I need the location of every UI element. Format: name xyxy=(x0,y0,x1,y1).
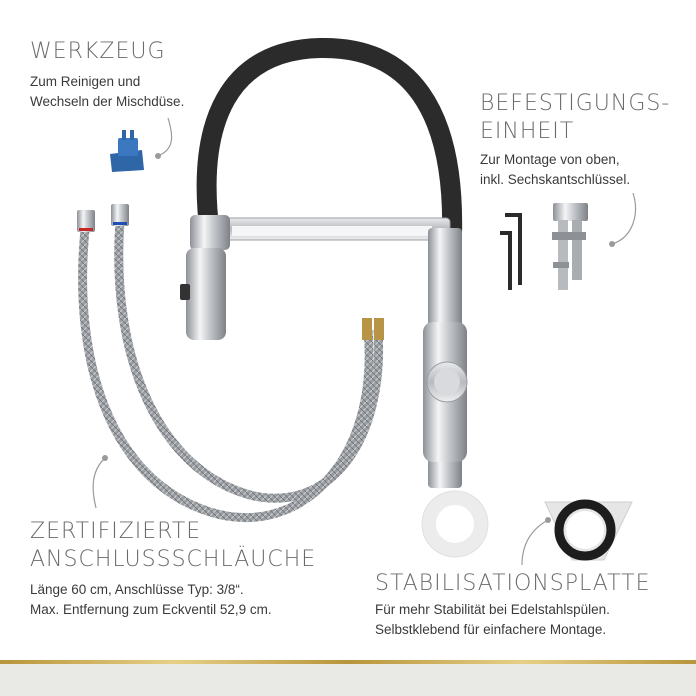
werkzeug-desc xyxy=(30,72,184,112)
pointer-hoses xyxy=(93,458,105,508)
pointer-plate xyxy=(522,520,548,565)
befestigung-title xyxy=(480,90,670,146)
werkzeug-desc-line2: Wechseln der Mischdüse. xyxy=(30,94,185,109)
spray-head xyxy=(190,215,230,250)
befestigung-title-line2: EINHEIT xyxy=(480,119,575,144)
schlaeuche-title xyxy=(30,518,316,574)
werkzeug-desc-line1: Zum Reinigen und xyxy=(30,74,141,89)
platte-desc xyxy=(375,600,610,640)
befestigung-desc-line1: Zur Montage von oben, xyxy=(480,152,620,167)
befestigung-desc xyxy=(480,150,630,190)
spring-hose xyxy=(207,48,452,235)
schlaeuche-title-line1: ZERTIFIZIERTE xyxy=(30,519,202,544)
pointer-tool xyxy=(158,118,172,156)
tool-icon xyxy=(110,130,144,172)
platte-desc-line2: Selbstklebend für einfachere Montage. xyxy=(375,622,607,637)
platte-title: STABILISATIONSPLATTE xyxy=(375,571,651,596)
befestigung-desc-line2: inkl. Sechskantschlüssel. xyxy=(480,172,631,187)
seal-ring xyxy=(429,498,481,550)
werkzeug-title: WERKZEUG xyxy=(30,39,166,64)
schlaeuche-title-line2: ANSCHLUSSSCHLÄUCHE xyxy=(30,547,317,572)
befestigung-title-line1: BEFESTIGUNGS- xyxy=(480,91,671,116)
schlaeuche-desc-line2: Max. Entfernung zum Eckventil 52,9 cm. xyxy=(30,602,272,617)
schlaeuche-desc xyxy=(30,580,272,620)
mounting-unit-icon xyxy=(552,203,588,290)
hex-key-icon xyxy=(505,215,520,285)
footer-band xyxy=(0,664,696,696)
pointer-mount xyxy=(612,193,635,244)
schlaeuche-desc-line1: Länge 60 cm, Anschlüsse Typ: 3/8“. xyxy=(30,582,244,597)
platte-desc-line1: Für mehr Stabilität bei Edelstahlspülen. xyxy=(375,602,610,617)
